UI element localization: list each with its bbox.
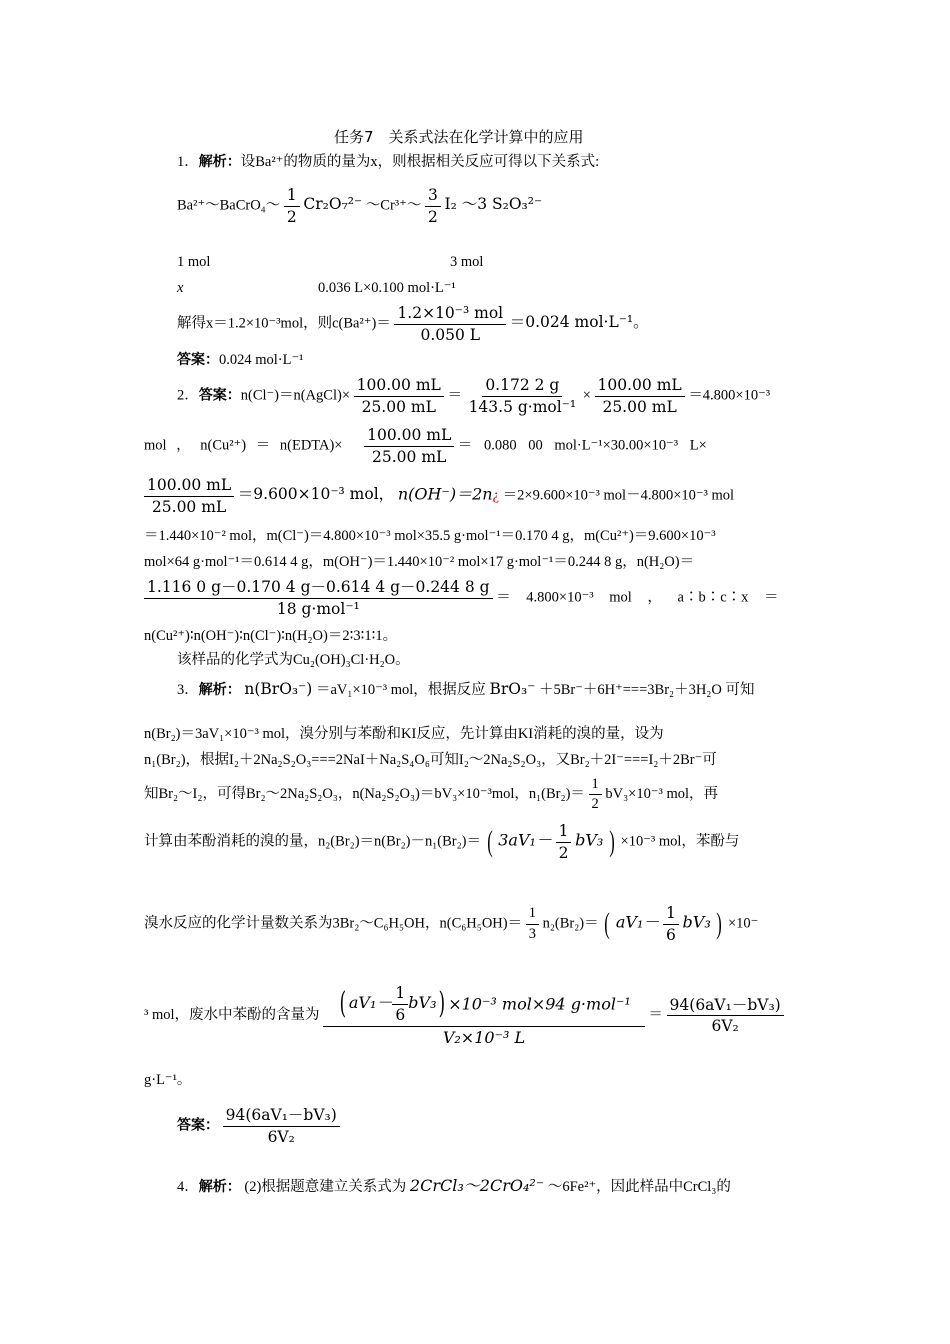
q3-l4-den: 2 [591, 796, 599, 813]
q3-line2: n(Br₂)＝3aV₁×10⁻³ mol，溴分别与苯酚和KI反应，先计算由KI消耗的溴的量，设为 [144, 726, 664, 742]
q2-line4: ＝1.440×10⁻² mol，m(Cl⁻)＝4.800×10⁻³ mol×35.5 g·mol⁻¹＝0.170 4 g，m(Cu²⁺)＝9.600×10⁻³ [144, 528, 716, 544]
q3-l7-sixth-num: 1 [392, 984, 408, 1005]
q3-line1 [177, 680, 754, 699]
q3-l6-third-den: 3 [528, 925, 536, 942]
q1-rel-b: ～Cr³⁺～ [365, 197, 422, 214]
q2-number: 2． [177, 387, 199, 404]
q2-line7: n(Cu²⁺)∶n(OH⁻)∶n(Cl⁻)∶n(H₂O)＝2∶3∶1∶1。 [144, 628, 398, 644]
q1-row2-right: 0.036 L×0.100 mol·L⁻¹ [318, 280, 456, 296]
q3-l7-num-rest: ×10⁻³ mol×94 g·mol⁻¹ [448, 994, 631, 1014]
q3-l7-result [667, 996, 784, 1036]
q2-line5: mol×64 g·mol⁻¹＝0.614 4 g，m(OH⁻)＝1.440×10⁻² mol×17 g·mol⁻¹＝0.244 8 g，n(H₂O)＝ [144, 554, 695, 570]
q2-frac3-num: 100.00 mL [595, 376, 685, 397]
q3-answer-fraction [223, 1106, 340, 1146]
q3-l7-numerator [323, 984, 645, 1027]
q3-l7-rparen: ) [439, 986, 446, 1022]
q3-l1b: ＝aV₁×10⁻³ mol，根据反应 [315, 682, 486, 698]
q3-l6b: ×10⁻ [728, 915, 759, 932]
q4-label: 解析： [198, 1179, 241, 1195]
q1-solution [177, 304, 649, 344]
q2-eq1: ＝ [447, 387, 462, 404]
q3-l7-lparen: ( [339, 986, 347, 1022]
q3-l1d: ＋5Br⁻＋6H⁺===3Br₂＋3H₂O 可知 [538, 682, 755, 698]
q2-frac1-den: 25.00 mL [361, 397, 436, 416]
q3-l7x: aV₁－ [348, 993, 393, 1013]
q3-l4-fraction [589, 776, 602, 814]
q1-half-den: 2 [286, 207, 297, 226]
q3-l5x: 3aV₁－ [498, 830, 552, 850]
q3-l5-den: 2 [558, 843, 569, 862]
q3-l1c: BrO₃⁻ [489, 680, 536, 698]
q2-frac1 [354, 376, 444, 416]
q3-l7y: bV₃ [408, 993, 437, 1013]
q3-answer-label: 答案： [177, 1117, 219, 1134]
q2-frac2-num: 0.172 2 g [482, 376, 562, 397]
q4-l1a: (2)根据题意建立关系式为 [244, 1179, 407, 1195]
q3-l7-result-num: 94(6aV₁－bV₃) [667, 996, 784, 1017]
q4-number: 4． [177, 1179, 199, 1195]
q2-line3 [144, 476, 734, 516]
q3-l6-lparen: ( [604, 907, 611, 941]
q1-relation [177, 186, 542, 226]
q3-l5-fraction [556, 822, 572, 862]
q2-l2a: mol ， n(Cu²⁺) ＝ n(EDTA)× [144, 437, 343, 454]
q2-line2 [144, 426, 707, 466]
q2-frac6-den: 18 g·mol⁻¹ [276, 599, 360, 618]
q3-l4b: bV₃×10⁻³ mol，再 [605, 786, 719, 803]
q3-l6f: n₂(Br₂)＝ [542, 915, 599, 932]
q3-l4-num: 1 [589, 776, 602, 795]
q1-intro: 设Ba²⁺的物质的量为x，则根据相关反应可得以下关系式: [240, 154, 600, 170]
q2-l6b: ＝ 4.800×10⁻³ mol ， a∶b∶c∶x ＝ [496, 589, 779, 606]
q2-frac3-den: 25.00 mL [602, 397, 677, 416]
q1-intro-line [177, 154, 599, 171]
q1-rel-a: Ba²⁺～BaCrO₄～ [177, 197, 281, 214]
q3-l1a: n(BrO₃⁻) [244, 680, 313, 698]
q2-frac5-den: 25.00 mL [151, 497, 227, 516]
q3-l6-sixth-num: 1 [663, 904, 679, 925]
q3-answer-den: 6V₂ [267, 1127, 295, 1146]
q1-three-num: 3 [425, 186, 441, 207]
q3-l6-sixth [663, 904, 679, 944]
q3-l5a: 计算由苯酚消耗的溴的量，n₂(Br₂)＝n(Br₂)－n₁(Br₂)＝ [144, 833, 481, 850]
q3-l7-fraction [323, 984, 645, 1047]
q3-l5-rparen: ) [609, 825, 615, 859]
q3-l5-num: 1 [556, 822, 572, 843]
q1-solve-a: 解得x＝1.2×10⁻³mol，则c(Ba²⁺)＝ [177, 315, 391, 332]
q1-answer: 0.024 mol·L⁻¹ [219, 352, 304, 368]
q3-line7 [144, 984, 784, 1047]
q2-l3b: ＝2×9.600×10⁻³ mol－4.800×10⁻³ mol [502, 487, 735, 504]
q3-l7-denominator: V₂×10⁻³ L [442, 1028, 526, 1048]
q3-l5y: bV₃ [575, 830, 604, 850]
q1-number: 1． [177, 154, 199, 170]
q2-l3a: ＝9.600×10⁻³ mol， [237, 485, 395, 504]
q2-frac6 [144, 578, 493, 618]
q2-frac3 [595, 376, 685, 416]
q3-label: 解析： [198, 682, 241, 698]
q4-l1b: ～6Fe²⁺，因此样品中CrCl₃的 [547, 1179, 731, 1195]
q2-l1b: ＝4.800×10⁻³ [688, 387, 771, 404]
q3-l5-lparen: ( [486, 825, 493, 859]
q2-frac4-num: 100.00 mL [364, 426, 454, 447]
q3-l7-result-den: 6V₂ [711, 1017, 739, 1036]
q3-number: 3． [177, 682, 199, 698]
q2-line1 [177, 376, 770, 416]
q2-l3oh: n(OH⁻)＝2n [397, 484, 493, 504]
q2-l2b: ＝ 0.080 00 mol·L⁻¹×30.00×10⁻³ L× [457, 437, 707, 454]
q2-frac2 [466, 376, 580, 416]
q2-frac2-den: 143.5 g·mol⁻¹ [468, 397, 577, 416]
q1-solve-den: 0.050 L [420, 325, 481, 344]
q2-times1: × [582, 387, 591, 404]
q3-l5b: ×10⁻³ mol，苯酚与 [620, 833, 740, 850]
q1-half-fraction [284, 186, 300, 226]
page-title: 任务7 关系式法在化学计算中的应用 [334, 128, 584, 146]
q1-solve-b: ＝0.024 mol·L⁻¹。 [509, 313, 649, 332]
q1-solve-fraction [394, 304, 506, 344]
q2-line6 [144, 578, 779, 618]
q2-label: 答案： [198, 387, 241, 404]
q3-line3: n₁(Br₂)，根据I₂＋2Na₂S₂O₃===2NaI＋Na₂S₄O₆可知I₂～2Na₂S₂O₃，又Br₂＋2I⁻===I₂＋2Br⁻可 [144, 752, 717, 768]
q3-l6-sixth-den: 6 [666, 925, 676, 944]
q2-frac1-num: 100.00 mL [354, 376, 444, 397]
q1-half-num: 1 [284, 186, 300, 207]
q2-l3q: ¿ [492, 487, 500, 504]
q3-l6-rparen: ) [716, 907, 723, 941]
q3-l6y: bV₃ [682, 912, 711, 932]
q3-l6-third-num: 1 [526, 905, 539, 924]
q1-answer-label: 答案： [177, 352, 219, 368]
q3-l7a: ³ mol，废水中苯酚的含量为 [144, 1006, 320, 1023]
q3-line5 [144, 822, 739, 862]
q3-l4a: 知Br₂～I₂，可得Br₂～2Na₂S₂O₃，n(Na₂S₂O₃)＝bV₃×10⁻³mol，n₁(Br₂)＝ [144, 786, 585, 803]
q3-answer-num: 94(6aV₁－bV₃) [223, 1106, 340, 1127]
q3-line8: g·L⁻¹。 [144, 1072, 192, 1088]
q1-three-den: 2 [427, 207, 438, 226]
q3-line4 [144, 776, 718, 814]
q1-solve-num: 1.2×10⁻³ mol [394, 304, 506, 325]
q2-frac5 [144, 476, 234, 516]
q2-frac4-den: 25.00 mL [372, 447, 447, 466]
q2-l1a: n(Cl⁻)＝n(AgCl)× [240, 387, 351, 404]
q1-row1-right: 3 mol [450, 254, 484, 270]
q3-l6x: aV₁－ [615, 912, 660, 932]
q1-row1-left: 1 mol [177, 254, 211, 270]
q3-l7-sixth [392, 984, 408, 1024]
q4-l1r: 2CrCl₃～2CrO₄²⁻ [409, 1176, 545, 1195]
q1-answer-line [177, 352, 304, 369]
q2-frac4 [364, 426, 454, 466]
q3-l7-eq: ＝ [648, 1006, 663, 1023]
q2-frac6-num: 1.116 0 g－0.170 4 g－0.614 4 g－0.244 8 g [144, 578, 493, 599]
q3-l7-sixth-den: 6 [395, 1005, 406, 1024]
q1-three-half-fraction [425, 186, 441, 226]
q2-frac5-num: 100.00 mL [144, 476, 234, 497]
q1-row2-left: x [177, 280, 184, 296]
q3-l6a: 溴水反应的化学计量数关系为3Br₂～C₆H₅OH，n(C₆H₅OH)＝ [144, 915, 523, 932]
q2-line8: 该样品的化学式为Cu₂(OH)₃Cl·H₂O。 [177, 652, 410, 668]
q1-dichromate: Cr₂O₇²⁻ [303, 195, 363, 214]
q3-l6-third [526, 905, 539, 943]
q4-line1 [177, 1176, 731, 1196]
q3-answer-line [177, 1106, 340, 1146]
q1-label: 解析： [198, 154, 241, 170]
q3-line6 [144, 904, 758, 944]
q1-rel-c: I₂ ～3 S₂O₃²⁻ [444, 195, 543, 214]
